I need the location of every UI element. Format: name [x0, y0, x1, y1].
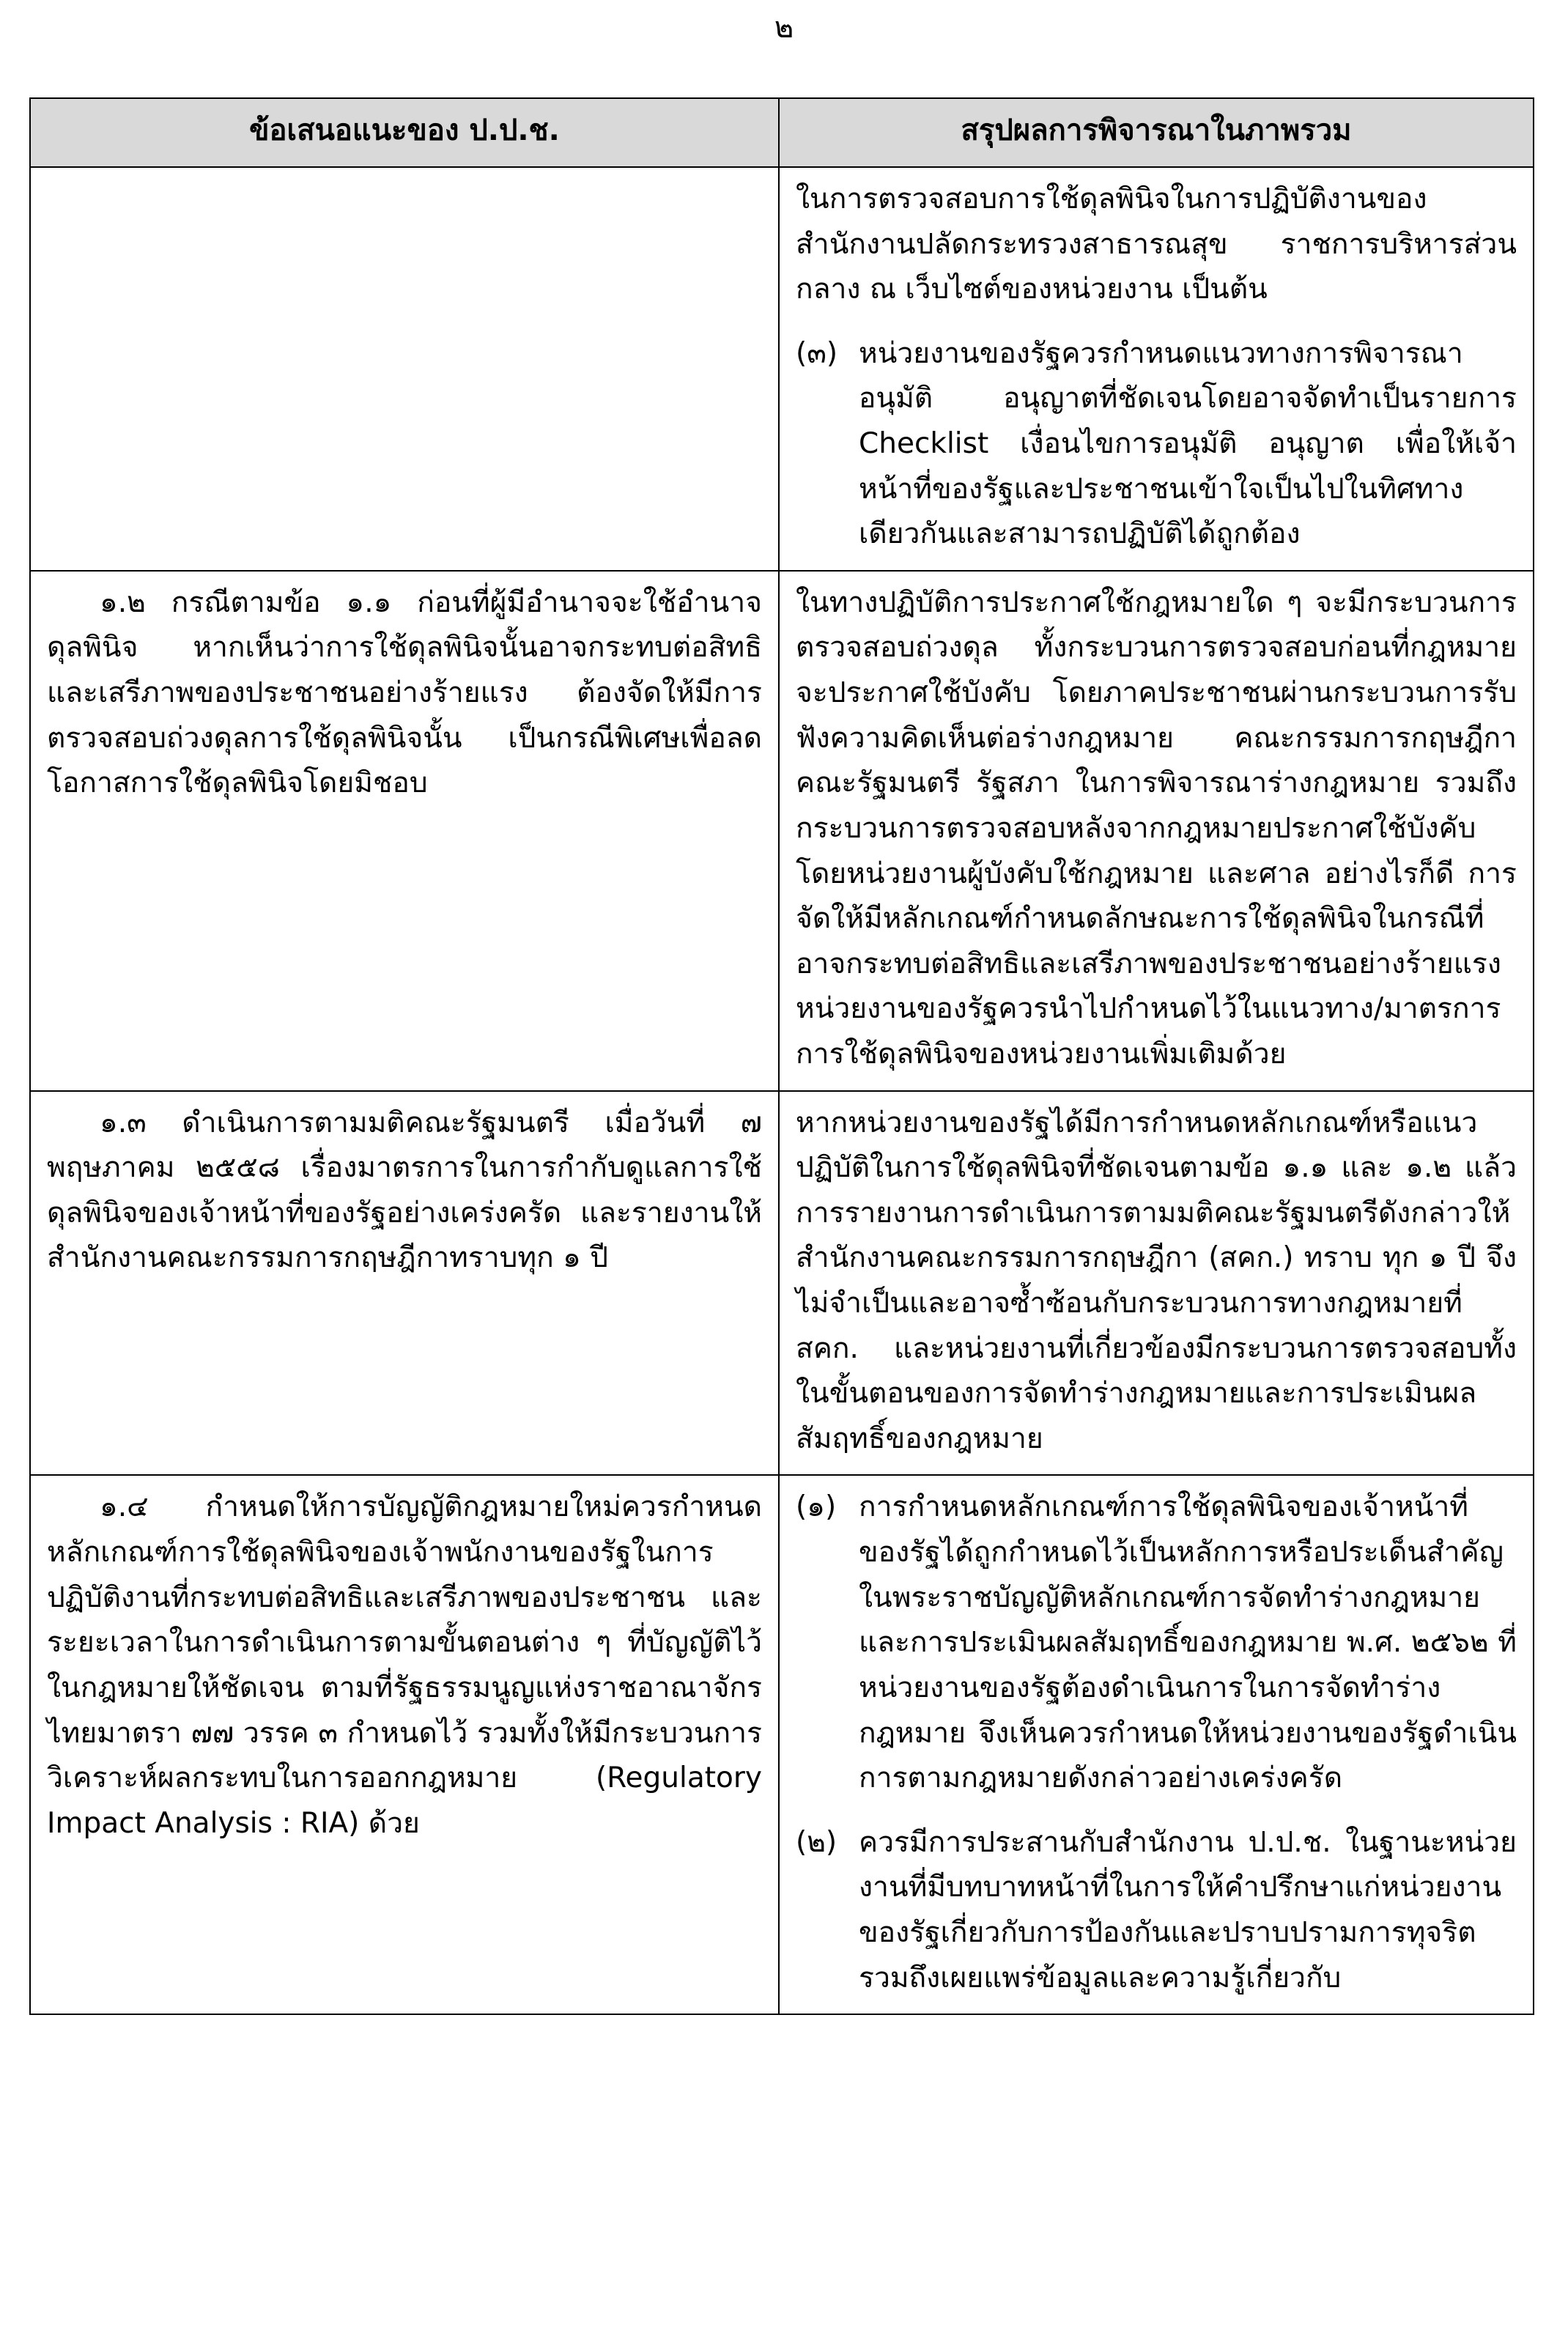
- table-row: [30, 1475, 1534, 2014]
- cell-content: [780, 572, 1533, 1090]
- cell-content: [31, 1092, 778, 1294]
- paragraph: ๑.๔ กำหนดให้การบัญญัติกฎหมายใหม่ควรกำหนดหลักเกณฑ์การใช้ดุลพินิจของเจ้าพนักงานของรัฐในการปฏิบัติงานที่กระทบต่อสิทธิและเสรีภาพของประชาชน และระยะเวลาในการดำเนินการตามขั้นตอนต่าง ๆ ที่บัญญัติไว้ในกฎหมายให้ชัดเจน ตามที่รัฐธรรมนูญแห่งราชอาณาจักรไทยมาตรา ๗๗ วรรค ๓ กำหนดไว้ รวมทั้งให้มีกระบวนการวิเคราะห์ผลกระทบในการออกกฎหมาย (Regulatory Impact Analysis : RIA) ด้วย: [47, 1490, 762, 1840]
- item-text: หน่วยงานของรัฐควรกำหนดแนวทางการพิจารณาอนุมัติ อนุญาตที่ชัดเจนโดยอาจจัดทำเป็นรายการ Checklist เงื่อนไขการอนุมัติ อนุญาต เพื่อให้เจ้าหน้าที่ของรัฐและประชาชนเข้าใจเป็นไปในทิศทางเดียวกันและสามารถปฏิบัติได้ถูกต้อง: [859, 336, 1517, 551]
- page-number: ๒: [774, 11, 794, 45]
- cell-content: [31, 1476, 778, 1859]
- cell-content: [780, 1092, 1533, 1475]
- item-marker: (๓): [796, 336, 838, 370]
- table-row: [30, 571, 1534, 1091]
- table-row: [30, 167, 1534, 571]
- item-text: การกำหนดหลักเกณฑ์การใช้ดุลพินิจของเจ้าหน้าที่ของรัฐได้ถูกกำหนดไว้เป็นหลักการหรือประเด็นสำคัญในพระราชบัญญัติหลักเกณฑ์การจัดทำร่างกฎหมายและการประเมินผลสัมฤทธิ์ของกฎหมาย พ.ศ. ๒๕๖๒ ที่หน่วยงานของรัฐต้องดำเนินการในการจัดทำร่างกฎหมาย จึงเห็นควรกำหนดให้หน่วยงานของรัฐดำเนินการตามกฎหมายดังกล่าวอย่างเคร่งครัด: [859, 1490, 1517, 1795]
- paragraph-group: [796, 177, 1517, 312]
- cell-content: [780, 1476, 1533, 2014]
- numbered-item: [796, 331, 1517, 557]
- table-row: [30, 1091, 1534, 1476]
- numbered-item: [796, 1485, 1517, 1800]
- item-text: ควรมีการประสานกับสำนักงาน ป.ป.ช. ในฐานะหน่วยงานที่มีบทบาทหน้าที่ในการให้คำปรึกษาแก่หน่วยงานของรัฐเกี่ยวกับการป้องกันและปราบปรามการทุจริต รวมถึงเผยแพร่ข้อมูลและความรู้เกี่ยวกับ: [859, 1825, 1517, 1994]
- paragraph: ในการตรวจสอบการใช้ดุลพินิจในการปฏิบัติงานของสำนักงานปลัดกระทรวงสาธารณสุข ราชการบริหารส่วนกลาง ณ เว็บไซต์ของหน่วยงาน เป็นต้น: [796, 182, 1517, 306]
- table-header: [30, 98, 1534, 167]
- recommendations-table: [29, 97, 1534, 2015]
- paragraph: ๑.๒ กรณีตามข้อ ๑.๑ ก่อนที่ผู้มีอำนาจจะใช้อำนาจดุลพินิจ หากเห็นว่าการใช้ดุลพินิจนั้นอาจกระทบต่อสิทธิและเสรีภาพของประชาชนอย่างร้ายแรง ต้องจัดให้มีการตรวจสอบถ่วงดุลการใช้ดุลพินิจนั้น เป็นกรณีพิเศษเพื่อลดโอกาสการใช้ดุลพินิจโดยมิชอบ: [47, 585, 762, 800]
- column-header-recommendations: ข้อเสนอแนะของ ป.ป.ช.: [30, 98, 779, 167]
- cell-summary: [779, 571, 1534, 1091]
- column-header-summary: สรุปผลการพิจารณาในภาพรวม: [779, 98, 1534, 167]
- paragraph: ๑.๓ ดำเนินการตามมติคณะรัฐมนตรี เมื่อวันที่ ๗ พฤษภาคม ๒๕๕๘ เรื่องมาตรการในการกำกับดูแลการใช้ดุลพินิจของเจ้าหน้าที่ของรัฐอย่างเคร่งครัด และรายงานให้สำนักงานคณะกรรมการกฤษฎีกาทราบทุก ๑ ปี: [47, 1106, 762, 1275]
- paragraph: หากหน่วยงานของรัฐได้มีการกำหนดหลักเกณฑ์หรือแนวปฏิบัติในการใช้ดุลพินิจที่ชัดเจนตามข้อ ๑.๑ และ ๑.๒ แล้ว การรายงานการดำเนินการตามมติคณะรัฐมนตรีดังกล่าวให้สำนักงานคณะกรรมการกฤษฎีกา (สคก.) ทราบ ทุก ๑ ปี จึงไม่จำเป็นและอาจซ้ำซ้อนกับกระบวนการทางกฎหมายที่ สคก. และหน่วยงานที่เกี่ยวข้องมีกระบวนการตรวจสอบทั้งในขั้นตอนของการจัดทำร่างกฎหมายและการประเมินผลสัมฤทธิ์ของกฎหมาย: [796, 1106, 1517, 1455]
- cell-recommendation: [30, 1091, 779, 1476]
- header-row: [30, 98, 1534, 167]
- item-marker: (๒): [796, 1825, 837, 1859]
- cell-recommendation: [30, 1475, 779, 2014]
- cell-summary: [779, 167, 1534, 571]
- table-body: [30, 167, 1534, 2014]
- cell-content: [780, 168, 1533, 570]
- cell-summary: [779, 1475, 1534, 2014]
- cell-recommendation: [30, 571, 779, 1091]
- paragraph: ในทางปฏิบัติการประกาศใช้กฎหมายใด ๆ จะมีกระบวนการตรวจสอบถ่วงดุล ทั้งกระบวนการตรวจสอบก่อนที่กฎหมายจะประกาศใช้บังคับ โดยภาคประชาชนผ่านกระบวนการรับฟังความคิดเห็นต่อร่างกฎหมาย คณะกรรมการกฤษฎีกา คณะรัฐมนตรี รัฐสภา ในการพิจารณาร่างกฎหมาย รวมถึงกระบวนการตรวจสอบหลังจากกฎหมายประกาศใช้บังคับ โดยหน่วยงานผู้บังคับใช้กฎหมาย และศาล อย่างไรก็ดี การจัดให้มีหลักเกณฑ์กำหนดลักษณะการใช้ดุลพินิจในกรณีที่อาจกระทบต่อสิทธิและเสรีภาพของประชาชนอย่างร้ายแรง หน่วยงานของรัฐควรนำไปกำหนดไว้ในแนวทาง/มาตรการการใช้ดุลพินิจของหน่วยงานเพิ่มเติมด้วย: [796, 585, 1517, 1071]
- cell-content: [31, 168, 778, 197]
- item-marker: (๑): [796, 1490, 837, 1524]
- cell-recommendation: [30, 167, 779, 571]
- cell-content: [31, 572, 778, 819]
- numbered-item: [796, 1820, 1517, 2000]
- cell-summary: [779, 1091, 1534, 1476]
